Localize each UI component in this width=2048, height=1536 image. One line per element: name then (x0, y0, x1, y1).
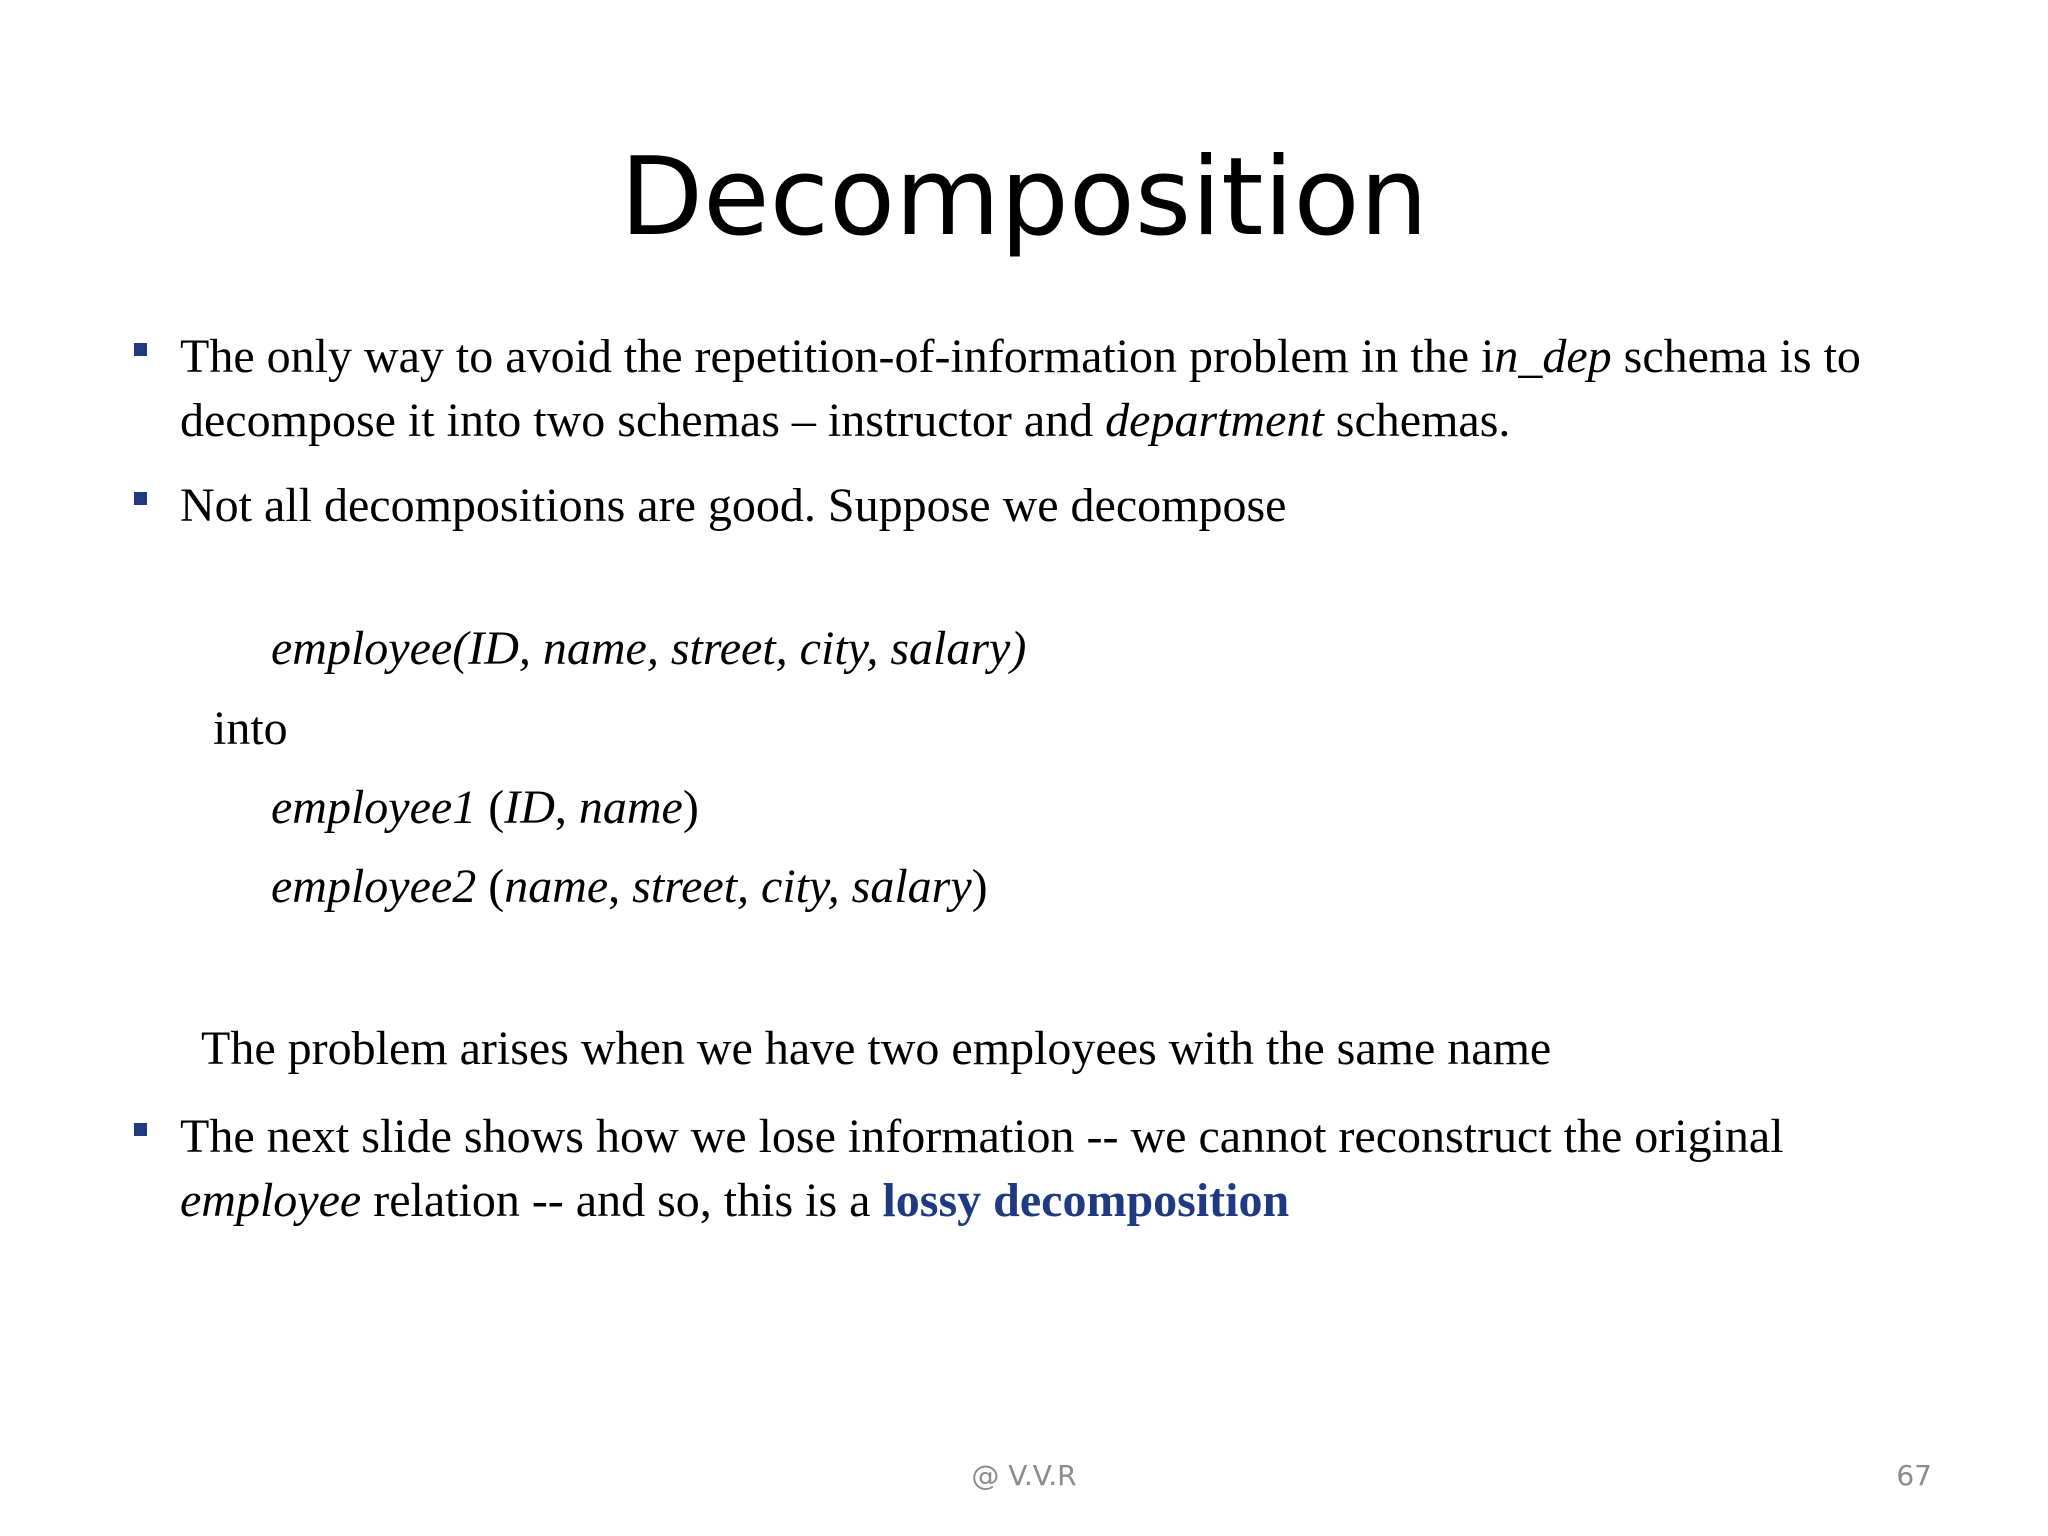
schema-employee1: employee1 (ID, name) (271, 781, 699, 834)
bullet-text-1: The only way to avoid the repetition-of-information problem in the in_dep schema is to decompose it into two schemas – instructor and department schemas. (180, 330, 1861, 447)
page-number: 67 (1896, 1459, 1932, 1492)
bullet-square-icon (134, 492, 147, 505)
bullet-text-3: The next slide shows how we lose information -- we cannot reconstruct the original employee relation -- and so, this is a lossy decomposition (180, 1110, 1784, 1227)
schema-employee: employee(ID, name, street, city, salary) (271, 622, 1027, 675)
slide-title: Decomposition (619, 135, 1429, 260)
bullet-square-icon (134, 1123, 147, 1136)
bullet-square-icon (134, 343, 147, 356)
problem-statement: The problem arises when we have two employees with the same name (201, 1022, 1552, 1075)
into-label: into (213, 702, 288, 755)
bullet-text-2: Not all decompositions are good. Suppose we decompose (180, 479, 1287, 532)
lossy-decomposition-term: lossy decomposition (882, 1174, 1290, 1227)
footer-author: @ V.V.R (971, 1459, 1077, 1492)
schema-employee2: employee2 (name, street, city, salary) (271, 860, 988, 913)
